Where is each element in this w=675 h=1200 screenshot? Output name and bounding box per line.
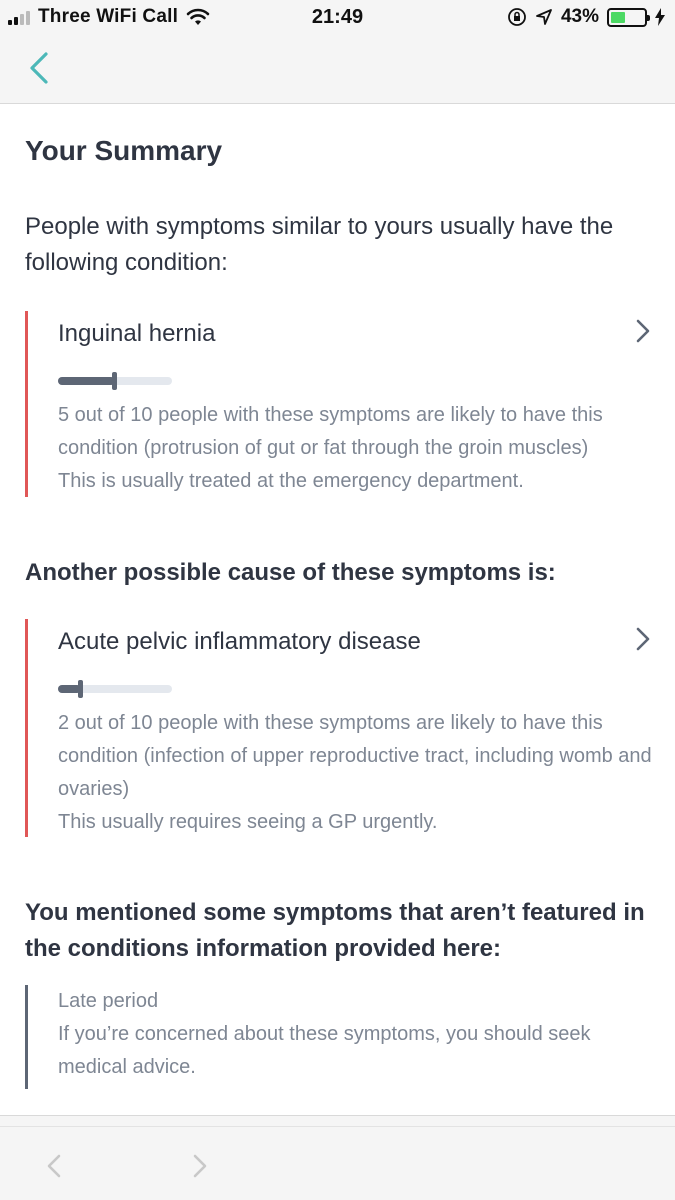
clock: 21:49 — [311, 6, 364, 28]
status-bar — [0, 0, 675, 36]
bottom-toolbar — [0, 1115, 675, 1200]
symptom-name: Late period — [58, 990, 159, 1012]
navigation-bar — [0, 36, 675, 104]
charging-bolt-icon — [655, 8, 665, 26]
condition-description: 2 out of 10 people with these symptoms are likely to have this condition (infection of upper reproductive tract, including womb and ovaries) — [58, 712, 652, 800]
condition-care-advice: This is usually treated at the emergency department. — [58, 470, 524, 492]
page-title: Your Summary — [25, 135, 223, 166]
condition-name: Inguinal hernia — [58, 320, 216, 347]
orientation-lock-icon — [507, 7, 527, 27]
carrier-name: Three WiFi Call — [38, 6, 179, 27]
back-button[interactable] — [24, 48, 58, 88]
unfeatured-symptoms-card — [25, 985, 655, 1089]
location-arrow-icon — [535, 8, 553, 26]
likelihood-bar — [58, 377, 172, 385]
battery-level — [611, 12, 625, 23]
condition-name: Acute pelvic inflammatory disease — [58, 628, 421, 655]
condition-card-inguinal-hernia[interactable] — [25, 311, 655, 497]
likelihood-marker — [112, 372, 117, 390]
likelihood-fill — [58, 377, 115, 385]
battery-icon — [607, 8, 647, 27]
condition-card-acute-pelvic-inflammatory-disease[interactable] — [25, 619, 655, 837]
condition-care-advice: This usually requires seeing a GP urgently. — [58, 811, 438, 833]
toolbar-forward-button[interactable] — [190, 1152, 210, 1180]
battery-percent: 43% — [560, 6, 599, 27]
likelihood-marker — [78, 680, 83, 698]
chevron-left-icon — [32, 54, 46, 82]
intro-text: People with symptoms similar to yours usually have the following condition: — [25, 213, 614, 276]
chevron-left-icon — [49, 1156, 59, 1176]
chevron-right-icon — [633, 625, 653, 653]
summary-content — [0, 105, 675, 1115]
condition-description: 5 out of 10 people with these symptoms are likely to have this condition (protrusion of gut or fat through the groin muscles) — [58, 404, 603, 459]
chevron-right-icon — [633, 317, 653, 345]
toolbar-back-button[interactable] — [44, 1152, 64, 1180]
other-causes-heading: Another possible cause of these symptoms is: — [25, 559, 556, 586]
likelihood-bar — [58, 685, 172, 693]
symptom-advice: If you’re concerned about these symptoms, you should seek medical advice. — [58, 1023, 591, 1078]
chevron-right-icon — [195, 1156, 205, 1176]
unfeatured-symptoms-heading: You mentioned some symptoms that aren’t featured in the conditions information provided here: — [25, 899, 645, 962]
